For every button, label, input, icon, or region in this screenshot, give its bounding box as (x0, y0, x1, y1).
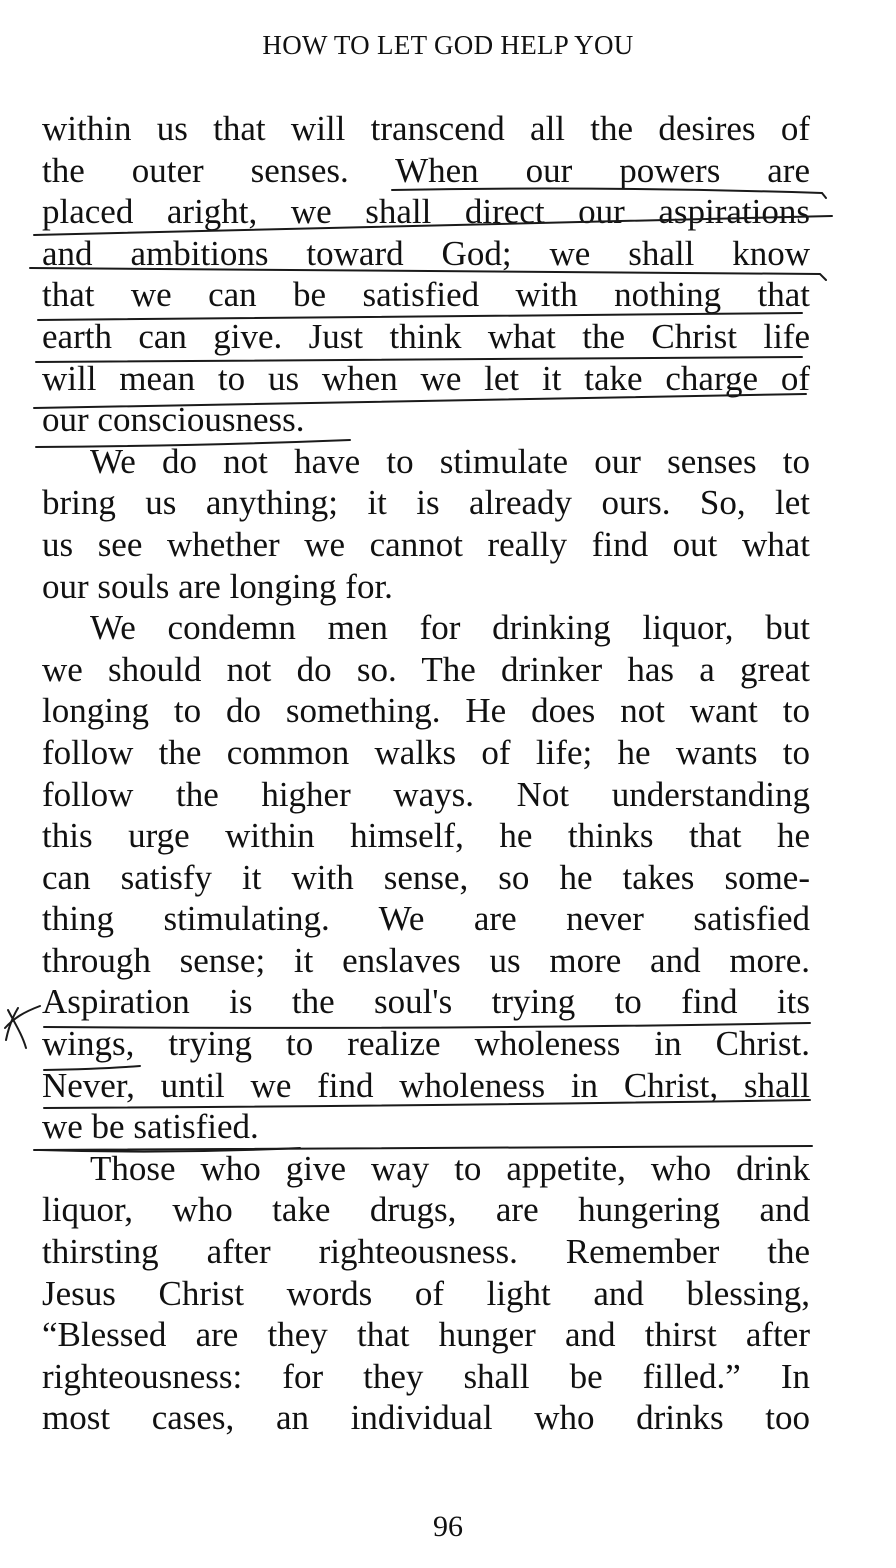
text-line: thing stimulating. We are never satisfied (42, 899, 810, 939)
text-line: we should not do so. The drinker has a great (42, 649, 810, 689)
text-line: we be satisfied. (42, 1107, 259, 1147)
text-line: Jesus Christ words of light and blessing, (42, 1273, 810, 1313)
text-line: righteousness: for they shall be filled.” In (42, 1356, 810, 1396)
text-line: the outer senses. When our powers are (42, 150, 810, 190)
text-line: Those who give way to appetite, who drink (90, 1148, 810, 1188)
page-number: 96 (433, 1510, 463, 1543)
text-line: follow the common walks of life; he wants to (42, 732, 810, 772)
text-line: placed aright, we shall direct our aspirations (42, 192, 810, 232)
text-line: that we can be satisfied with nothing that (42, 275, 810, 315)
running-head: HOW TO LET GOD HELP YOU (262, 30, 634, 60)
text-line: wings, trying to realize wholeness in Christ. (42, 1024, 810, 1064)
text-line: bring us anything; it is already ours. So, let (42, 483, 810, 523)
text-line: through sense; it enslaves us more and more. (42, 940, 810, 980)
text-line: Aspiration is the soul's trying to find its (42, 982, 810, 1022)
text-line: We condemn men for drinking liquor, but (90, 608, 810, 648)
text-line: liquor, who take drugs, are hungering and (42, 1190, 810, 1230)
text-line: follow the higher ways. Not understanding (42, 774, 810, 814)
margin-cross-mark (5, 1006, 40, 1028)
text-line: within us that will transcend all the desires of (42, 109, 810, 148)
text-line: earth can give. Just think what the Christ life (42, 316, 810, 356)
margin-cross-mark (8, 1010, 26, 1048)
text-line: “Blessed are they that hunger and thirst after (42, 1315, 810, 1355)
body-text (42, 108, 810, 1439)
text-line: our souls are longing for. (42, 566, 393, 606)
text-line: Never, until we find wholeness in Christ, shall (42, 1065, 810, 1105)
text-line: this urge within himself, he thinks that he (42, 816, 810, 856)
margin-cross-mark (6, 1008, 18, 1040)
text-line: most cases, an individual who drinks too (42, 1398, 810, 1438)
text-line: us see whether we cannot really find out what (42, 524, 810, 564)
text-line: longing to do something. He does not want to (42, 691, 810, 731)
text-line: our consciousness. (42, 400, 305, 440)
text-line: and ambitions toward God; we shall know (42, 233, 810, 273)
text-line: thirsting after righteousness. Remember the (42, 1232, 810, 1272)
text-line: can satisfy it with sense, so he takes some- (42, 857, 810, 897)
text-line: We do not have to stimulate our senses to (90, 441, 810, 481)
text-line: will mean to us when we let it take charge of (42, 358, 810, 398)
